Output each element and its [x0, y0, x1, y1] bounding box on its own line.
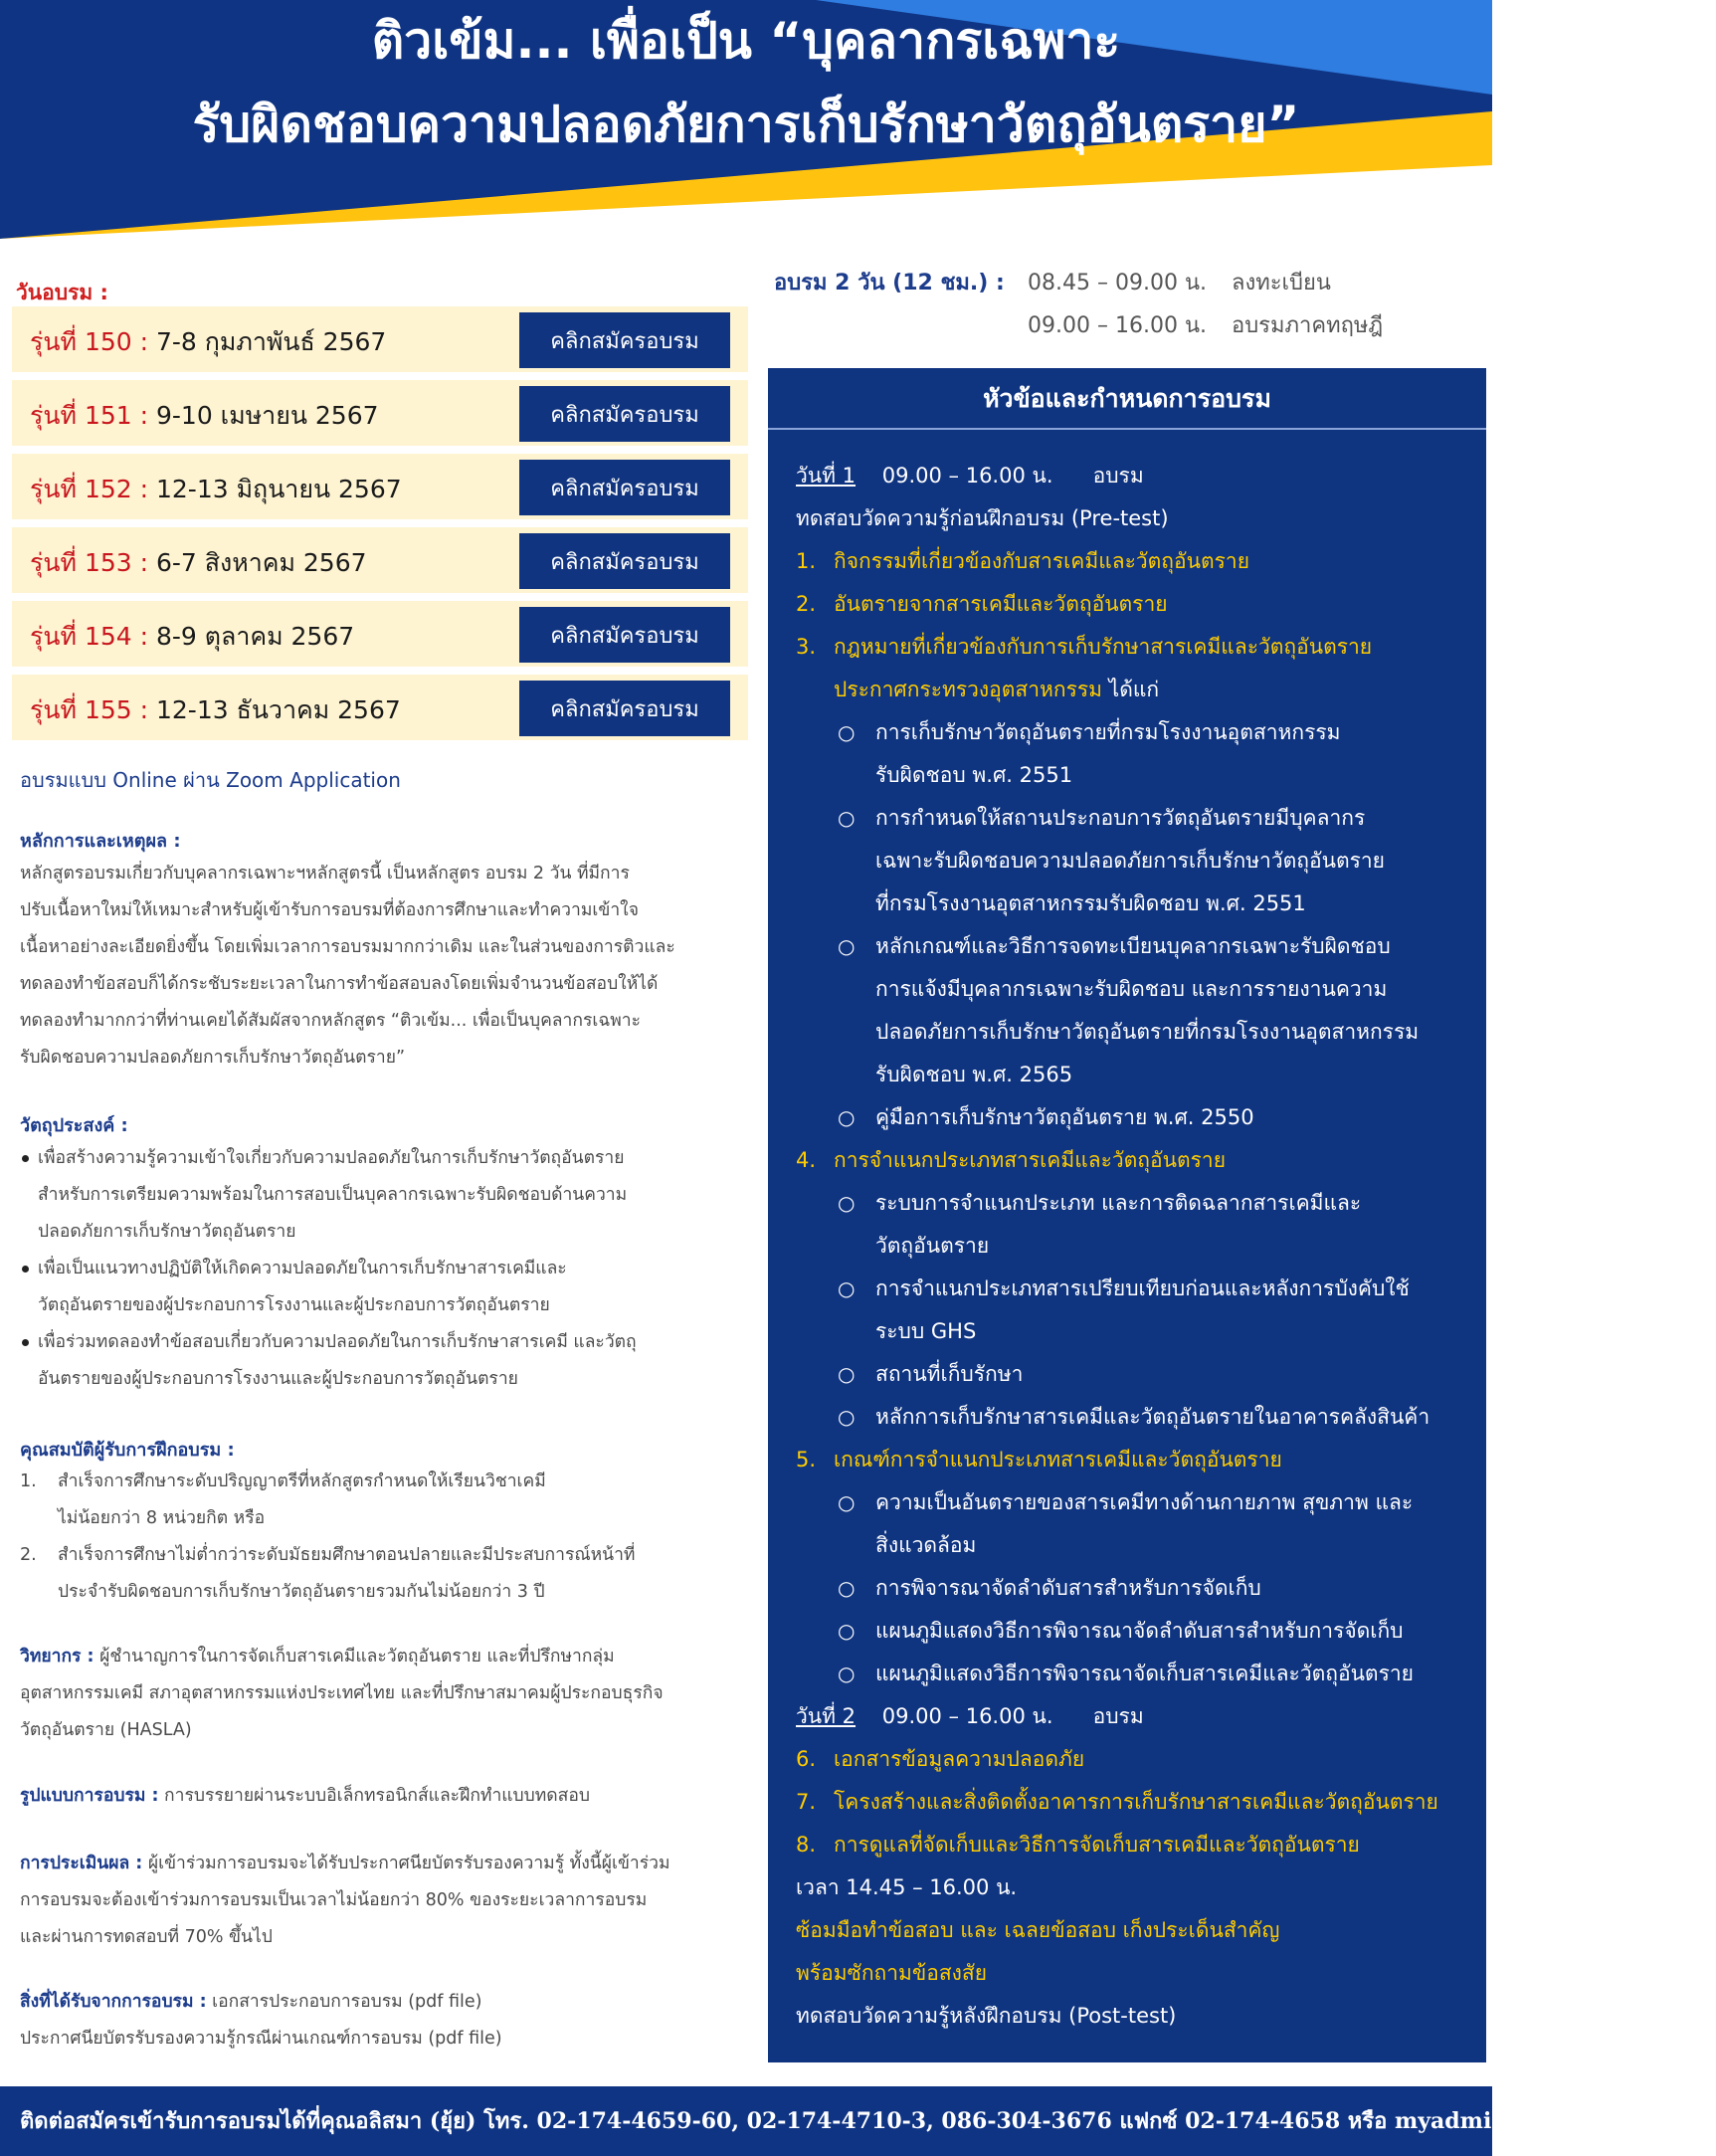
subtopic-item: ○ แผนภูมิแสดงวิธีการพิจารณาจัดเก็บสารเคมีและวัตถุอันตราย — [838, 1653, 1474, 1695]
round-row — [12, 601, 748, 667]
round-row — [12, 306, 748, 372]
subtopic-item: ○ ความเป็นอันตรายของสารเคมีทางด้านกายภาพ สุขภาพ และ — [838, 1481, 1474, 1524]
round-label: รุ่นที่ 152 : 12-13 มิถุนายน 2567 — [30, 475, 402, 503]
qualifications-list — [20, 1464, 728, 1611]
subtopic-item: ○ หลักเกณฑ์และวิธีการจดทะเบียนบุคลากรเฉพาะรับผิดชอบ — [838, 925, 1474, 968]
round-row — [12, 380, 748, 446]
online-note: อบรมแบบ Online ผ่าน Zoom Application — [20, 768, 401, 792]
subtopic-item: ○ แผนภูมิแสดงวิธีการพิจารณาจัดลำดับสารสำหรับการจัดเก็บ — [838, 1610, 1474, 1653]
schedule-label: อบรม 2 วัน (12 ชม.) : — [774, 271, 1005, 295]
register-button[interactable]: คลิกสมัครอบรม — [519, 386, 730, 442]
objectives-list — [20, 1140, 728, 1398]
round-label: รุ่นที่ 154 : 8-9 ตุลาคม 2567 — [30, 622, 355, 651]
subtopic-line: ระบบ GHS — [875, 1319, 977, 1343]
register-button[interactable]: คลิกสมัครอบรม — [519, 312, 730, 368]
topic-7: 7. โครงสร้างและสิ่งติดตั้งอาคารการเก็บรักษาสารเคมีและวัตถุอันตราย — [796, 1790, 1438, 1814]
subtopic-item: ○ การเก็บรักษาวัตถุอันตรายที่กรมโรงงานอุตสาหกรรม — [838, 711, 1474, 754]
pretest-line: ทดสอบวัดความรู้ก่อนฝึกอบรม (Pre-test) — [796, 506, 1169, 530]
topics-panel — [768, 368, 1486, 2062]
speaker-heading: วิทยากร : — [20, 1647, 95, 1666]
schedule-time: 09.00 – 16.00 น. — [1028, 313, 1207, 338]
format-section: รูปแบบการอบรม : การบรรยายผ่านระบบอิเล็กทรอนิกส์และฝึกทำแบบทดสอบ — [20, 1786, 590, 1806]
subtopic-item: ○ ระบบการจำแนกประเภท และการติดฉลากสารเคมีและ — [838, 1182, 1474, 1225]
list-item: เพื่อร่วมทดลองทำข้อสอบเกี่ยวกับความปลอดภัยในการเก็บรักษาสารเคมี และวัตถุ อันตรายของผู้ประกอบการโรงงานและผู้ประกอบการวัตถุอันตราย — [20, 1324, 728, 1398]
subtopic-line: สิ่งแวดล้อม — [875, 1533, 977, 1557]
day-2-row: วันที่ 2 09.00 – 16.00 น. อบรม — [796, 1704, 1144, 1728]
topic-8: 8. การดูแลที่จัดเก็บและวิธีการจัดเก็บสารเคมีและวัตถุอันตราย — [796, 1833, 1360, 1857]
evaluation-heading: การประเมินผล : — [20, 1854, 143, 1873]
list-item: 2. สำเร็จการศึกษาไม่ต่ำกว่าระดับมัธยมศึกษาตอนปลายและมีประสบการณ์หน้าที่ ประจำรับผิดชอบการเก็บรักษาวัตถุอันตรายรวมกันไม่น้อยกว่า 3 ปี — [20, 1545, 636, 1602]
circle-outline-icon: ○ — [838, 720, 856, 744]
subtopic-line: รับผิดชอบ พ.ศ. 2565 — [875, 1063, 1073, 1086]
circle-outline-icon: ○ — [838, 1576, 856, 1600]
header-banner — [0, 0, 1492, 239]
topic-3-line-2: ประกาศกระทรวงอุตสาหกรรม ได้แก่ — [834, 678, 1160, 701]
objectives-heading: วัตถุประสงค์ : — [20, 1115, 128, 1136]
register-button[interactable]: คลิกสมัครอบรม — [519, 607, 730, 663]
circle-outline-icon: ○ — [838, 1662, 856, 1685]
schedule-activity: อบรมภาคทฤษฎี — [1232, 313, 1384, 338]
register-button[interactable]: คลิกสมัครอบรม — [519, 533, 730, 589]
subtopic-line: การแจ้งมีบุคลากรเฉพาะรับผิดชอบ และการรายงานความ — [875, 977, 1388, 1001]
register-button[interactable]: คลิกสมัครอบรม — [519, 460, 730, 515]
subtopic-item: ○ หลักการเก็บรักษาสารเคมีและวัตถุอันตรายในอาคารคลังสินค้า — [838, 1396, 1474, 1439]
contact-footer: ติดต่อสมัครเข้ารับการอบรมได้ที่คุณอลิสมา (ยุ้ย) โทร. 02-174-4659-60, 02-174-4710-3, 086-304-3676 แฟกซ์ 02-174-4658 หรือ myadmin@siamsafety.com — [0, 2086, 1492, 2156]
topic-3: 3. กฎหมายที่เกี่ยวข้องกับการเก็บรักษาสารเคมีและวัตถุอันตราย — [796, 635, 1373, 659]
subtopic-item: ○ สถานที่เก็บรักษา — [838, 1353, 1474, 1396]
round-label: รุ่นที่ 153 : 6-7 สิงหาคม 2567 — [30, 548, 367, 577]
round-row — [12, 527, 748, 593]
qualifications-heading: คุณสมบัติผู้รับการฝึกอบรม : — [20, 1440, 235, 1461]
speaker-section: วิทยากร : ผู้ชำนาญการในการจัดเก็บสารเคมีและวัตถุอันตราย และที่ปรึกษากลุ่ม อุตสาหกรรมเคมี สภาอุตสาหกรรมแห่งประเทศไทย และที่ปรึกษาสมาคมผู้ประกอบธุรกิจ วัตถุอันตราย (HASLA) — [20, 1647, 664, 1740]
schedule-activity: ลงทะเบียน — [1232, 271, 1331, 295]
topic-5: 5. เกณฑ์การจำแนกประเภทสารเคมีและวัตถุอันตราย — [796, 1448, 1282, 1471]
topic-6: 6. เอกสารข้อมูลความปลอดภัย — [796, 1747, 1085, 1771]
list-item: 1. สำเร็จการศึกษาระดับปริญญาตรีที่หลักสูตรกำหนดให้เรียนวิชาเคมี ไม่น้อยกว่า 8 หน่วยกิต หรือ — [20, 1471, 546, 1528]
round-label: รุ่นที่ 151 : 9-10 เมษายน 2567 — [30, 401, 379, 430]
subtopic-item: ○ คู่มือการเก็บรักษาวัตถุอันตราย พ.ศ. 2550 — [838, 1096, 1474, 1139]
time-slot: เวลา 14.45 – 16.00 น. — [796, 1875, 1018, 1899]
round-row — [12, 454, 748, 519]
subtopic-item: ○ การจำแนกประเภทสารเปรียบเทียบก่อนและหลังการบังคับใช้ — [838, 1268, 1474, 1310]
rationale-text: หลักสูตรอบรมเกี่ยวกับบุคลากรเฉพาะฯหลักสูตรนี้ เป็นหลักสูตร อบรม 2 วัน ที่มีการ ปรับเนื้อหาใหม่ให้เหมาะสำหรับผู้เข้ารับการอบรมที่ต้องการศึกษาและทำความเข้าใจ เนื้อหาอย่างละเอียดยิ่งขึ้น โดยเพิ่มเวลาการอบรมมากกว่าเดิม และในส่วนของการติวและ ทดลองทำข้อสอบก็ได้กระชับระยะเวลาในการทำข้อสอบลงโดยเพิ่มจำนวนข้อสอบให้ได้ ทดลองทำมากกว่าที่ท่านเคยได้สัมผัสจากหลักสูตร “ติวเข้ม... เพื่อเป็นบุคลากรเฉพาะ รับผิดชอบความปลอดภัยการเก็บรักษาวัตถุอันตราย” — [20, 864, 675, 1068]
subtopic-item: ○ การพิจารณาจัดลำดับสารสำหรับการจัดเก็บ — [838, 1567, 1474, 1610]
subtopic-line: ที่กรมโรงงานอุตสาหกรรมรับผิดชอบ พ.ศ. 2551 — [875, 891, 1306, 915]
practice-line-2: พร้อมซักถามข้อสงสัย — [796, 1961, 988, 1985]
circle-outline-icon: ○ — [838, 1619, 856, 1643]
subtopic-line: รับผิดชอบ พ.ศ. 2551 — [875, 763, 1073, 787]
day-1-row: วันที่ 1 09.00 – 16.00 น. อบรม — [796, 464, 1144, 488]
subtopic-line: ปลอดภัยการเก็บรักษาวัตถุอันตรายที่กรมโรงงานอุตสาหกรรม — [875, 1020, 1420, 1044]
round-label: รุ่นที่ 155 : 12-13 ธันวาคม 2567 — [30, 695, 401, 724]
topic-4: 4. การจำแนกประเภทสารเคมีและวัตถุอันตราย — [796, 1148, 1227, 1172]
format-heading: รูปแบบการอบรม : — [20, 1786, 159, 1806]
subtopic-line: เฉพาะรับผิดชอบความปลอดภัยการเก็บรักษาวัตถุอันตราย — [875, 849, 1385, 873]
circle-outline-icon: ○ — [838, 1191, 856, 1215]
topics-panel-title: หัวข้อและกำหนดการอบรม — [768, 368, 1486, 430]
circle-outline-icon: ○ — [838, 1405, 856, 1429]
circle-outline-icon: ○ — [838, 934, 856, 958]
circle-outline-icon: ○ — [838, 806, 856, 830]
subtopic-item: ○ การกำหนดให้สถานประกอบการวัตถุอันตรายมีบุคลากร — [838, 797, 1474, 840]
round-label: รุ่นที่ 150 : 7-8 กุมภาพันธ์ 2567 — [30, 327, 387, 356]
circle-outline-icon: ○ — [838, 1490, 856, 1514]
posttest-line: ทดสอบวัดความรู้หลังฝึกอบรม (Post-test) — [796, 2004, 1177, 2028]
training-dates-label: วันอบรม : — [16, 281, 108, 304]
practice-line-1: ซ้อมมือทำข้อสอบ และ เฉลยข้อสอบ เก็งประเด็นสำคัญ — [796, 1918, 1280, 1942]
rationale-heading: หลักการและเหตุผล : — [20, 831, 181, 852]
schedule-time: 08.45 – 09.00 น. — [1028, 271, 1207, 295]
subtopic-line: วัตถุอันตราย — [875, 1234, 990, 1258]
deliverables-heading: สิ่งที่ได้รับจากการอบรม : — [20, 1992, 207, 2012]
evaluation-section: การประเมินผล : ผู้เข้าร่วมการอบรมจะได้รับประกาศนียบัตรรับรองความรู้ ทั้งนี้ผู้เข้าร่วม การอบรมจะต้องเข้าร่วมการอบรมเป็นเวลาไม่น้อยกว่า 80% ของระยะเวลาการอบรม และผ่านการทดสอบที่ 70% ขึ้นไป — [20, 1854, 670, 1947]
register-button[interactable]: คลิกสมัครอบรม — [519, 681, 730, 736]
topic-2: 2. อันตรายจากสารเคมีและวัตถุอันตราย — [796, 592, 1168, 616]
circle-outline-icon: ○ — [838, 1362, 856, 1386]
page-title-line-2: รับผิดชอบความปลอดภัยการเก็บรักษาวัตถุอันตราย” — [192, 96, 1300, 153]
list-item: เพื่อสร้างความรู้ความเข้าใจเกี่ยวกับความปลอดภัยในการเก็บรักษาวัตถุอันตราย สำหรับการเตรียมความพร้อมในการสอบเป็นบุคลากรเฉพาะรับผิดชอบด้านความ ปลอดภัยการเก็บรักษาวัตถุอันตราย — [20, 1140, 728, 1251]
round-row — [12, 675, 748, 740]
page-title-line-1: ติวเข้ม... เพื่อเป็น “บุคลากรเฉพาะ — [371, 12, 1121, 70]
circle-outline-icon: ○ — [838, 1105, 856, 1129]
topic-1: 1. กิจกรรมที่เกี่ยวข้องกับสารเคมีและวัตถุอันตราย — [796, 549, 1250, 573]
deliverables-section: สิ่งที่ได้รับจากการอบรม : เอกสารประกอบการอบรม (pdf file) ประกาศนียบัตรรับรองความรู้กรณีผ่านเกณฑ์การอบรม (pdf file) — [20, 1992, 502, 2049]
circle-outline-icon: ○ — [838, 1276, 856, 1300]
list-item: เพื่อเป็นแนวทางปฏิบัติให้เกิดความปลอดภัยในการเก็บรักษาสารเคมีและ วัตถุอันตรายของผู้ประกอบการโรงงานและผู้ประกอบการวัตถุอันตราย — [20, 1251, 728, 1324]
